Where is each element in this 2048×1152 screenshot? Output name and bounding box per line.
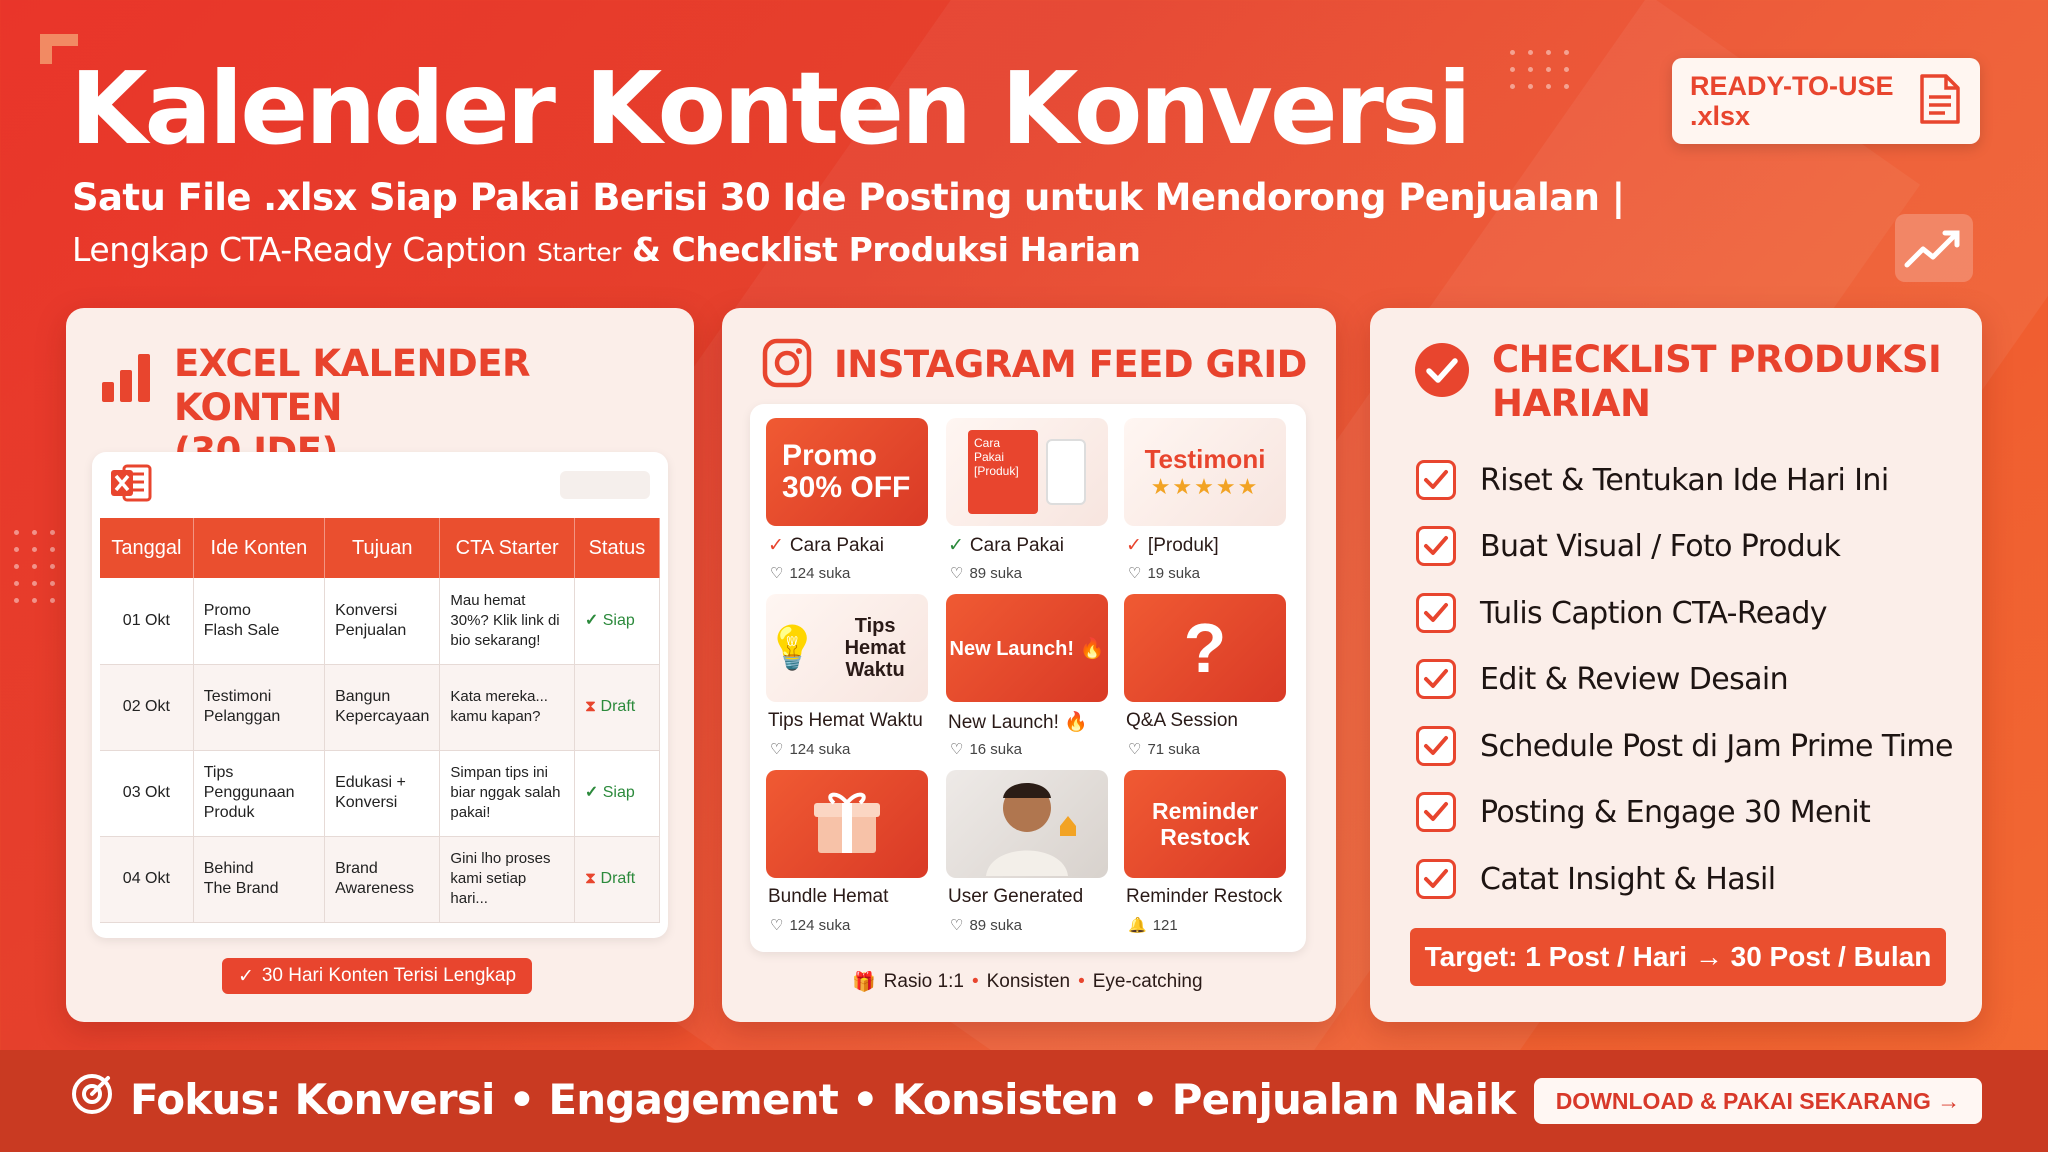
checkbox[interactable] [1416,659,1456,699]
document-icon [1918,73,1962,129]
checklist-label: Tulis Caption CTA-Ready [1480,595,1827,631]
tile-likes: ♡ 89 suka [950,916,1022,934]
feed-tile[interactable] [766,418,928,526]
tile-caption: ✓ [Produk] [1126,534,1219,556]
excel-calendar-card [66,308,694,1022]
tile-caption: Bundle Hemat [768,886,889,907]
cta-cell: Kata mereka... kamu kapan? [440,664,574,750]
table-row [100,836,660,922]
focus-text: Fokus: Konversi • Engagement • Konsisten • Penjualan Naik [130,1074,1516,1124]
lightbulb-icon: 💡 [766,623,819,672]
hourglass-icon: ⧗ [584,698,601,715]
tile-caption: ✓ Cara Pakai [768,534,884,556]
sheet-search-box[interactable] [560,471,650,499]
checkbox[interactable] [1416,460,1456,500]
feed-tile[interactable] [1124,594,1286,702]
subtitle-part: Lengkap CTA-Ready Caption [72,230,538,269]
goal-cell: Brand Awareness [325,836,440,922]
feed-tile[interactable] [1124,770,1286,878]
heart-icon: ♡ [950,917,964,934]
column-header: CTA Starter [440,518,574,578]
title-line: EXCEL KALENDER KONTEN [174,342,530,429]
column-header: Tanggal [100,518,193,578]
heart-icon: ♡ [770,565,784,582]
check-icon: ✓ [237,965,254,987]
checklist-label: Posting & Engage 30 Menit [1480,794,1871,830]
heart-icon: ♡ [770,741,784,758]
tile-caption: User Generated [948,886,1084,907]
cta-cell: Simpan tips ini biar nggak salah pakai! [440,750,574,836]
tile-likes: 🔔 121 [1128,916,1178,934]
heart-icon: ♡ [770,917,784,934]
spreadsheet-preview [92,452,668,938]
bar-chart-icon [100,352,152,406]
table-row [100,578,660,664]
subtitle-part-strong: & Checklist Produksi Harian [620,230,1141,269]
check-circle-icon: ✓ [768,535,784,556]
checklist-item[interactable] [1416,859,1776,899]
bell-icon: 🔔 [1128,917,1147,934]
checkbox[interactable] [1416,792,1456,832]
goal-cell: Bangun Kepercayaan [325,664,440,750]
date-cell: 03 Okt [100,750,193,836]
check-circle-icon: ✓ [1126,535,1142,556]
feed-tile[interactable] [946,418,1108,526]
separator: • [971,971,979,992]
idea-cell: Behind The Brand [193,836,324,922]
tile-caption: ✓ Cara Pakai [948,534,1064,556]
table-row [100,750,660,836]
column-header: Status [574,518,659,578]
check-icon: ✓ [584,611,603,629]
checkbox[interactable] [1416,526,1456,566]
trend-up-icon [1895,214,1973,282]
page-title: Kalender Konten Konversi [70,50,1469,167]
checkbox[interactable] [1416,859,1456,899]
tile-likes: ♡ 71 suka [1128,740,1200,758]
column-header: Ide Konten [193,518,324,578]
card-header [1414,338,1941,426]
feed-tile[interactable] [946,594,1108,702]
title-line: HARIAN [1492,382,1651,425]
tile-likes: ♡ 124 suka [770,916,851,934]
content-calendar-table [100,518,660,923]
status-cell [574,664,659,750]
status-label: Draft [600,698,636,715]
idea-cell: Promo Flash Sale [193,578,324,664]
footer-item: Konsisten [986,971,1071,992]
tile-text: New Launch! 🔥 [949,637,1105,660]
tile-text: Cara Pakai [Produk] [968,430,1038,514]
date-cell: 04 Okt [100,836,193,922]
heart-icon: ♡ [1128,565,1142,582]
tile-likes: ♡ 124 suka [770,740,851,758]
subtitle-part-small: Starter [537,238,621,267]
date-cell: 02 Okt [100,664,193,750]
feed-grid [750,404,1306,952]
cta-cell: Mau hemat 30%? Klik link di bio sekarang! [440,578,574,664]
badge-text [1690,71,1894,131]
instagram-icon [762,338,812,392]
checkbox[interactable] [1416,593,1456,633]
subtitle-line1: Satu File .xlsx Siap Pakai Berisi 30 Ide Posting untuk Mendorong Penjualan | [72,176,1625,219]
table-row [100,664,660,750]
gift-icon: 🎁 [852,972,876,993]
gift-icon [810,787,884,861]
complete-pill [222,958,532,994]
card-title: INSTAGRAM FEED GRID [834,343,1307,386]
goal-cell: Edukasi + Konversi [325,750,440,836]
tile-text: Promo 30% OFF [782,439,911,504]
dot-decoration [1510,50,1570,89]
checklist-item[interactable] [1416,460,1889,500]
stars-icon: ★★★★★ [1150,475,1260,500]
idea-cell: Testimoni Pelanggan [193,664,324,750]
question-mark-icon: ? [1183,609,1227,687]
phone-icon [1046,439,1086,505]
checklist-item[interactable] [1416,792,1870,832]
status-cell [574,836,659,922]
tile-text: Reminder Restock [1151,798,1259,850]
tile-caption: New Launch! 🔥 [948,712,1088,733]
status-label: Draft [600,870,636,887]
tile-text: Testimoni [1144,444,1266,474]
focus-statement [70,1072,1515,1126]
checklist-item[interactable] [1416,659,1788,699]
card-header [762,338,1307,392]
person-photo-icon [972,770,1082,878]
instagram-feed-card [722,308,1336,1022]
footer-item: Eye-catching [1092,971,1203,992]
title-line: CHECKLIST PRODUKSI [1492,338,1942,381]
dot-decoration [14,530,56,603]
checklist-item[interactable] [1416,526,1840,566]
feed-tile[interactable] [766,594,928,702]
checklist-label: Edit & Review Desain [1480,661,1789,697]
subtitle-line2 [72,230,1141,269]
download-button[interactable]: DOWNLOAD & PAKAI SEKARANG → [1534,1078,1982,1124]
tile-likes: ♡ 16 suka [950,740,1022,758]
ready-to-use-badge [1672,58,1980,144]
idea-cell: Tips Penggunaan Produk [193,750,324,836]
checklist-item[interactable] [1416,593,1827,633]
heart-icon: ♡ [950,741,964,758]
check-circle-icon [1414,342,1470,402]
tile-likes: ♡ 19 suka [1128,564,1200,582]
pill-label: 30 Hari Konten Terisi Lengkap [261,965,517,986]
status-label: Siap [602,611,635,629]
feed-tile[interactable] [946,770,1108,878]
checklist-card [1370,308,1982,1022]
cta-cell: Gini lho proses kami setiap hari... [440,836,574,922]
column-header: Tujuan [325,518,440,578]
checklist-label: Riset & Tentukan Ide Hari Ini [1480,462,1889,498]
feed-tile[interactable] [766,770,928,878]
heart-icon: ♡ [1128,741,1142,758]
tile-likes: ♡ 89 suka [950,564,1022,582]
badge-line2: .xlsx [1690,101,1751,131]
tile-caption: Tips Hemat Waktu [768,710,923,731]
checklist-label: Schedule Post di Jam Prime Time [1480,728,1953,764]
sheet-toolbar [92,452,668,518]
tile-caption: Q&A Session [1126,710,1238,731]
status-label: Siap [602,784,635,801]
tile-text: Tips Hemat Waktu [844,615,906,681]
tile-likes: ♡ 124 suka [770,564,851,582]
badge-line1: READY-TO-USE [1690,71,1894,101]
footer-item: Rasio 1:1 [883,971,964,992]
checkbox[interactable] [1416,726,1456,766]
heart-icon: ♡ [950,565,964,582]
check-circle-icon: ✓ [948,535,964,556]
checklist-item[interactable] [1416,726,1953,766]
card-title [1492,338,1941,426]
status-cell [574,750,659,836]
feed-footer [852,970,1203,994]
feed-tile[interactable] [1124,418,1286,526]
excel-icon [110,464,152,506]
goal-cell: Konversi Penjualan [325,578,440,664]
target-banner: Target: 1 Post / Hari → 30 Post / Bulan [1410,928,1946,986]
check-icon: ✓ [584,784,603,801]
hourglass-icon: ⧗ [584,870,601,887]
checklist-label: Buat Visual / Foto Produk [1480,528,1841,564]
target-icon [70,1072,114,1126]
date-cell: 01 Okt [100,578,193,664]
tile-caption: Reminder Restock [1126,886,1283,907]
status-cell [574,578,659,664]
separator: • [1078,971,1085,992]
checklist-label: Catat Insight & Hasil [1480,861,1776,897]
